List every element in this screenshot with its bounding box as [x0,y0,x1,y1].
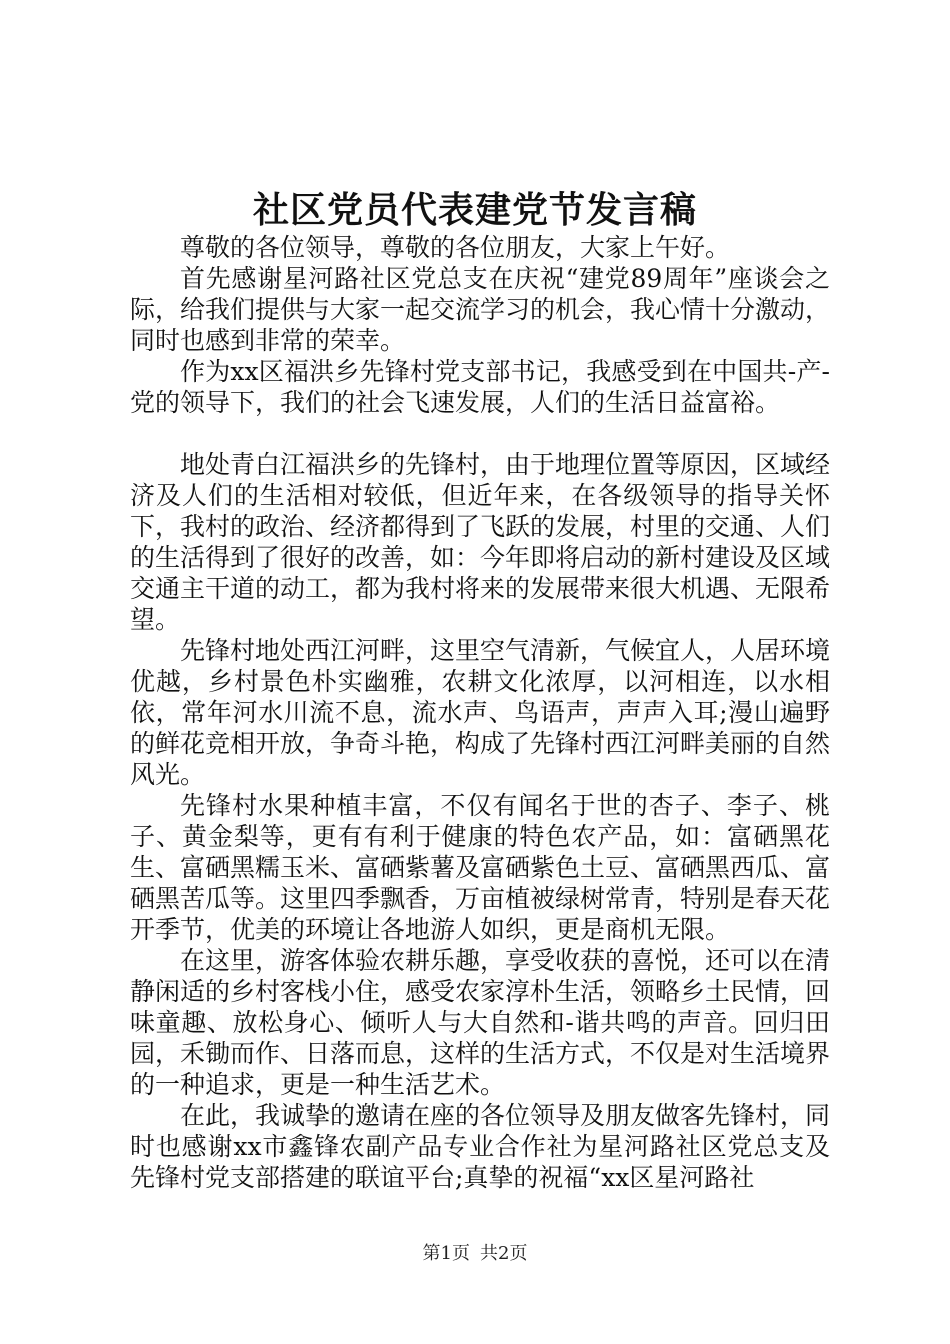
page-number: 第1页 [422,1243,470,1264]
document-title: 社区党员代表建党节发言稿 [252,189,697,231]
paragraph-scenery: 先锋村地处西江河畔，这里空气清新，气候宜人，人居环境优越，乡村景色朴实幽雅，农耕文化浓厚，以河相连，以水相依，常年河水川流不息，流水声、鸟语声，声声入耳;漫山遍野的鲜花竞相开放，争奇斗艳，构成了先锋村西江河畔美丽的自然风光。 [130,636,831,789]
paragraph-introduction: 作为xx区福洪乡先锋村党支部书记，我感受到在中国共-产-党的领导下，我们的社会飞速发展，人们的生活日益富裕。 [130,357,830,417]
document-body [130,232,830,1193]
paragraph-spacer [130,418,830,449]
page-footer [0,1241,950,1267]
paragraph-thanks: 首先感谢星河路社区党总支在庆祝“建党89周年”座谈会之际，给我们提供与大家一起交流学习的机会，我心情十分激动，同时也感到非常的荣幸。 [130,264,831,355]
paragraph-invitation: 在此，我诚挚的邀请在座的各位领导及朋友做客先锋村，同时也感谢xx市鑫锋农副产品专业合作社为星河路社区党总支及先锋村党支部搭建的联谊平台;真挚的祝福“xx区星河路社 [130,1101,831,1192]
paragraph-greeting: 尊敬的各位领导，尊敬的各位朋友，大家上午好。 [180,233,731,262]
page-total: 共2页 [480,1243,528,1264]
paragraph-village-development: 地处青白江福洪乡的先锋村，由于地理位置等原因，区域经济及人们的生活相对较低，但近年来，在各级领导的指导关怀下，我村的政治、经济都得到了飞跃的发展，村里的交通、人们的生活得到了很好的改善，如：今年即将启动的新村建设及区域交通主干道的动工，都为我村将来的发展带来很大机遇、无限希望。 [130,450,831,634]
paragraph-tourism: 在这里，游客体验农耕乐趣，享受收获的喜悦，还可以在清静闲适的乡村客栈小住，感受农家淳朴生活，领略乡土民情，回味童趣、放松身心、倾听人与大自然和-谐共鸣的声音。回归田园，禾锄而作、日落而息，这样的生活方式，不仅是对生活境界的一种追求，更是一种生活艺术。 [130,946,831,1099]
paragraph-produce: 先锋村水果种植丰富，不仅有闻名于世的杏子、李子、桃子、黄金梨等，更有有利于健康的特色农产品，如：富硒黑花生、富硒黑糯玉米、富硒紫薯及富硒紫色土豆、富硒黑西瓜、富硒黑苦瓜等。这里四季飘香，万亩植被绿树常青，特别是春天花开季节，优美的环境让各地游人如织，更是商机无限。 [130,791,831,944]
